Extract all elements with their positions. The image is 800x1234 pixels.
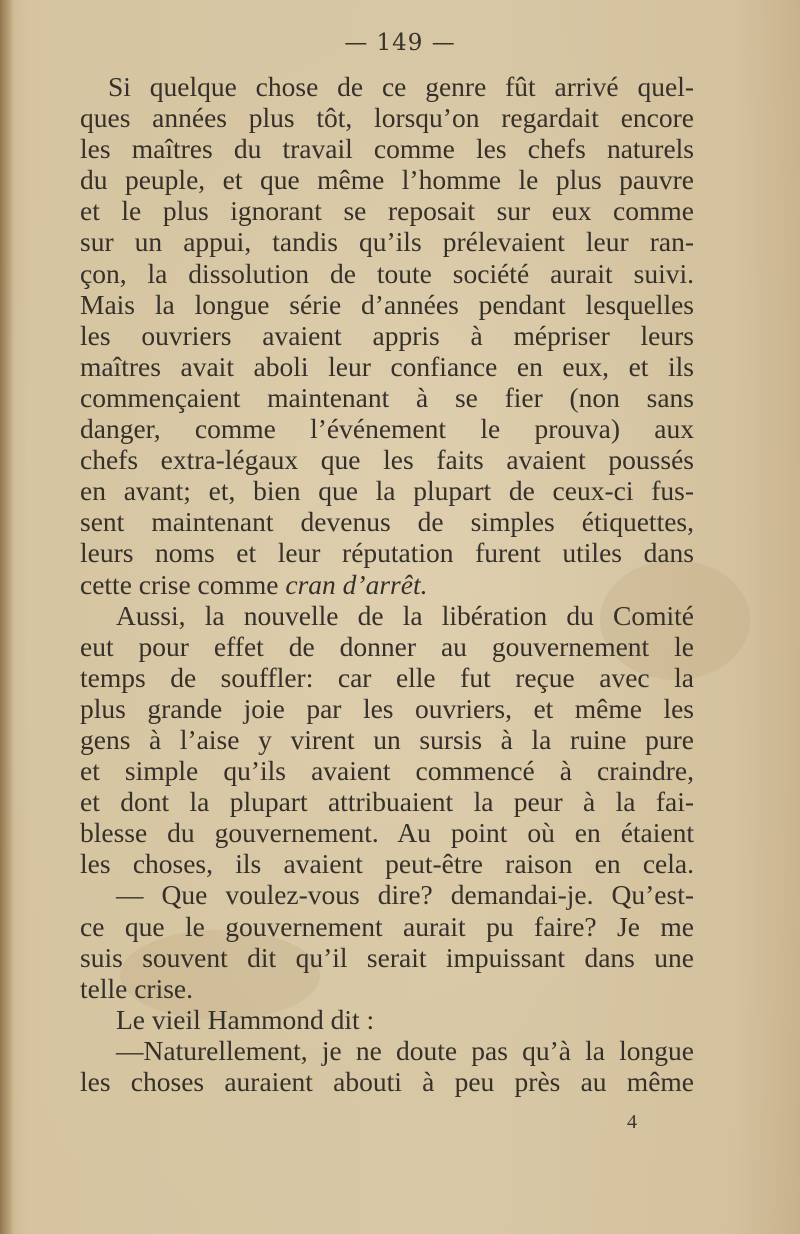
text-line: sent maintenant devenus de simples étiquettes, — [80, 506, 694, 538]
text-line: et simple qu’ils avaient commencé à craindre, — [80, 755, 694, 787]
text-line: les choses auraient abouti à peu près au même — [80, 1066, 694, 1097]
text-line: çon, la dissolution de toute société aurait suivi. — [80, 257, 694, 289]
text-line: du peuple, et que même l’homme le plus pauvre — [80, 164, 694, 196]
text-line: temps de souffler: car elle fut reçue avec la — [80, 661, 694, 693]
text-line: maîtres avait aboli leur confiance en eux, et ils — [80, 350, 694, 382]
text-line: danger, comme l’événement le prouva) aux — [80, 413, 694, 445]
text-line: — Que voulez-vous dire? demandai-je. Qu’est- — [116, 879, 694, 911]
text-line: les ouvriers avaient appris à mépriser leurs — [80, 319, 694, 351]
text-line: gens à l’aise y virent un sursis à la ruine pure — [80, 723, 694, 755]
text-line: plus grande joie par les ouvriers, et même les — [80, 692, 694, 724]
page-number-header: — 149 — — [344, 30, 456, 56]
text-line: les maîtres du travail comme les chefs naturels — [80, 133, 694, 165]
text-line: sur un appui, tandis qu’ils prélevaient leur ran- — [80, 226, 694, 258]
text-line: ques années plus tôt, lorsqu’on regardait encore — [80, 102, 694, 134]
text-line: Le vieil Hammond dit : — [116, 1003, 375, 1035]
body-text — [80, 71, 694, 1097]
text-line: —Naturellement, je ne doute pas qu’à la longue — [116, 1034, 694, 1066]
text-line: blesse du gouvernement. Au point où en étaient — [80, 817, 694, 849]
text-line: les choses, ils avaient peut-être raison en cela. — [80, 848, 694, 880]
text-line: telle crise. — [80, 972, 193, 1004]
text-line: Si quelque chose de ce genre fût arrivé quel- — [108, 71, 694, 102]
text-line — [80, 569, 694, 600]
text-line: commençaient maintenant à se fier (non sans — [80, 381, 694, 413]
text-line: et dont la plupart attribuaient la peur à la fai- — [80, 786, 694, 818]
text-line: leurs noms et leur réputation furent utiles dans — [80, 537, 694, 569]
text-line: suis souvent dit qu’il serait impuissant dans une — [80, 941, 694, 973]
text-line: en avant; et, bien que la plupart de ceux-ci fus- — [80, 475, 694, 507]
text-line: Mais la longue série d’années pendant lesquelles — [80, 288, 694, 320]
text-line: chefs extra-légaux que les faits avaient poussés — [80, 444, 694, 476]
page-binding-edge — [0, 0, 14, 1234]
text-line: Aussi, la nouvelle de la libération du Comité — [116, 599, 694, 631]
text-line: ce que le gouvernement aurait pu faire? Je me — [80, 910, 694, 942]
signature-mark: 4 — [627, 1111, 637, 1133]
italic-phrase: cran d’arrêt. — [285, 568, 428, 600]
text-fragment: cette crise comme — [80, 568, 279, 600]
text-line: eut pour effet de donner au gouvernement le — [80, 630, 694, 662]
text-line: et le plus ignorant se reposait sur eux comme — [80, 195, 694, 227]
